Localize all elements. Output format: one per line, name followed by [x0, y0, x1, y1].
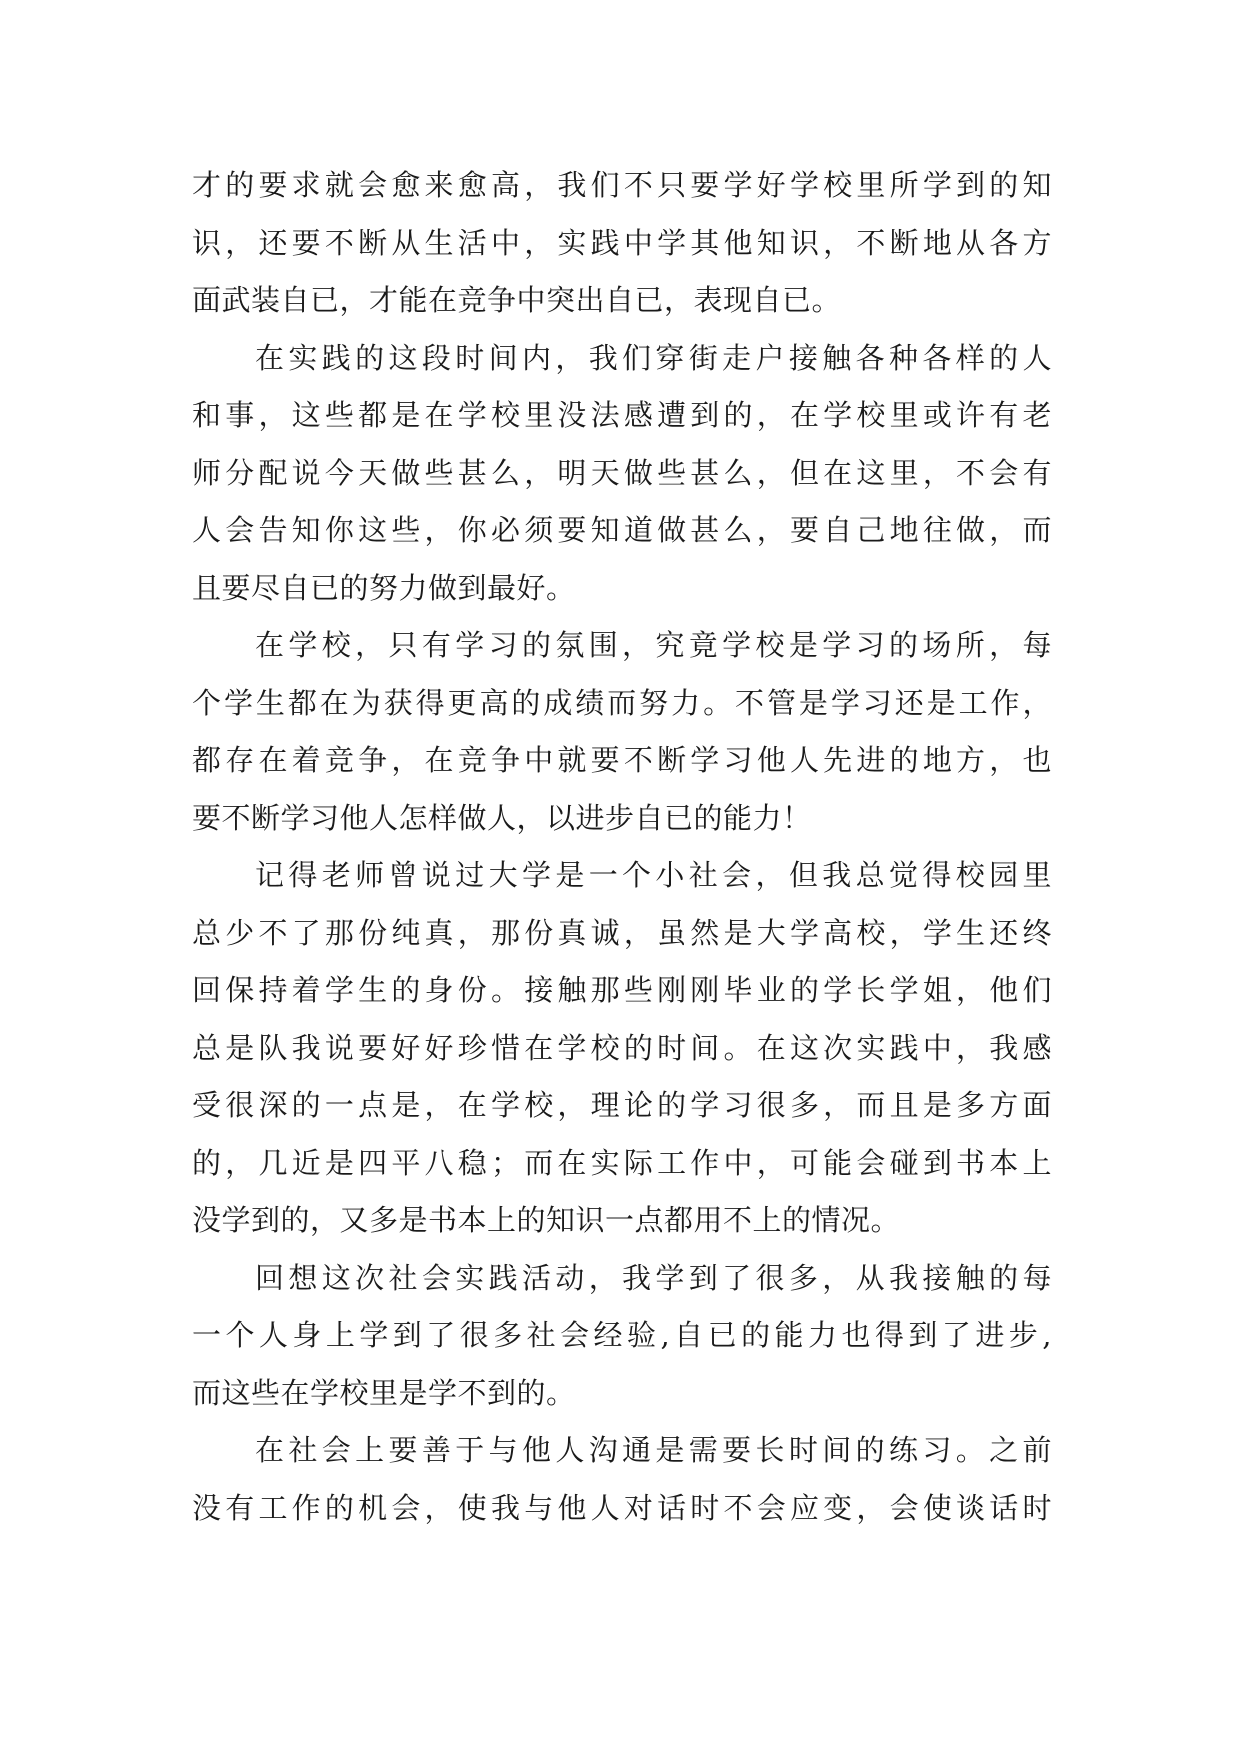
text-line: 在学校，只有学习的氛围，究竟学校是学习的场所，每	[255, 628, 1052, 662]
text-line: 面武装自已，才能在竞争中突出自已，表现自已。	[192, 283, 842, 317]
text-line: 在实践的这段时间内，我们穿街走户接触各种各样的人	[255, 340, 1052, 375]
text-line: 都存在着竞争，在竞争中就要不断学习他人先进的地方，也	[192, 743, 1052, 777]
text-line: 的，几近是四平八稳；而在实际工作中，可能会碰到书本上	[192, 1145, 1052, 1180]
text-line: 而这些在学校里是学不到的。	[192, 1375, 576, 1410]
text-line: 没学到的，又多是书本上的知识一点都用不上的情况。	[192, 1203, 901, 1237]
text-line: 识，还要不断从生活中，实践中学其他知识，不断地从各方	[192, 225, 1052, 260]
text-line: 记得老师曾说过大学是一个小社会，但我总觉得校园里	[255, 858, 1052, 892]
text-line: 一个人身上学到了很多社会经验,自已的能力也得到了进步,	[192, 1318, 1052, 1352]
paragraph-4	[192, 847, 1052, 1250]
document-body	[192, 157, 1052, 1537]
text-line: 总是队我说要好好珍惜在学校的时间。在这次实践中，我感	[192, 1030, 1052, 1065]
text-line: 和事，这些都是在学校里没法感遭到的，在学校里或许有老	[192, 398, 1052, 432]
paragraph-2	[192, 330, 1052, 618]
text-line: 个学生都在为获得更高的成绩而努力。不管是学习还是工作，	[192, 685, 1052, 720]
text-line: 且要尽自已的努力做到最好。	[192, 570, 576, 605]
paragraph-5	[192, 1250, 1052, 1423]
text-line: 没有工作的机会，使我与他人对话时不会应变，会使谈话时	[192, 1490, 1052, 1525]
paragraph-3	[192, 617, 1052, 847]
text-line: 人会告知你这些，你必须要知道做甚么，要自己地往做，而	[192, 513, 1052, 547]
text-line: 才的要求就会愈来愈高，我们不只要学好学校里所学到的知	[192, 168, 1052, 202]
text-line: 师分配说今天做些甚么，明天做些甚么，但在这里，不会有	[192, 455, 1052, 490]
text-line: 回保持着学生的身份。接触那些刚刚毕业的学长学姐，他们	[192, 973, 1052, 1007]
text-line: 要不断学习他人怎样做人，以进步自已的能力！	[192, 800, 812, 835]
text-line: 在社会上要善于与他人沟通是需要长时间的练习。之前	[255, 1433, 1052, 1467]
text-line: 回想这次社会实践活动，我学到了很多，从我接触的每	[255, 1260, 1052, 1295]
paragraph-1	[192, 157, 1052, 330]
text-line: 总少不了那份纯真，那份真诚，虽然是大学高校，学生还终	[192, 915, 1052, 950]
text-line: 受很深的一点是，在学校，理论的学习很多，而且是多方面	[192, 1088, 1052, 1122]
paragraph-6	[192, 1422, 1052, 1537]
